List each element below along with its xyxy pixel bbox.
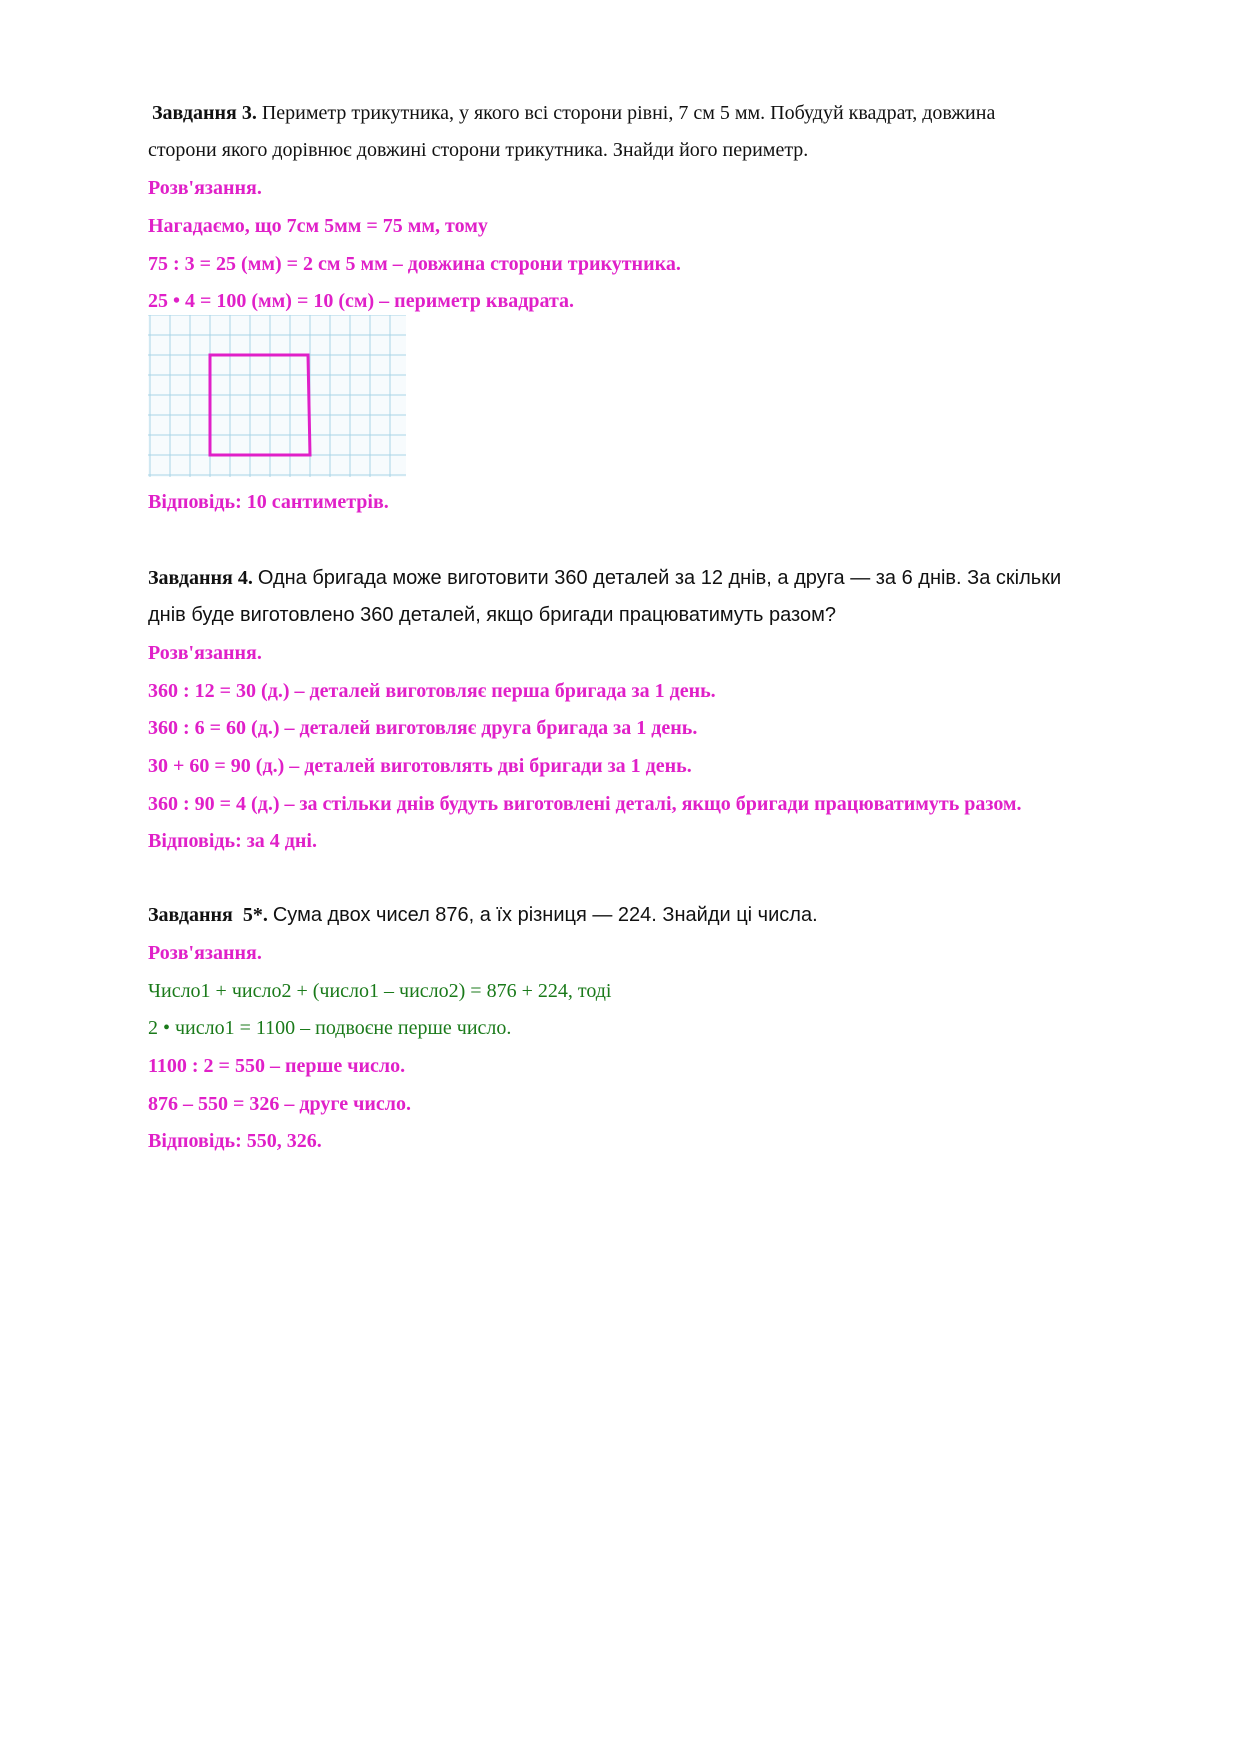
task5-title: Завдання 5*. bbox=[148, 904, 268, 926]
task4-step-4: 360 : 90 = 4 (д.) – за стільки днів будуть виготовлені деталі, якщо бригади працюватимуть разом. bbox=[148, 793, 1022, 815]
task5-answer: Відповідь: 550, 326. bbox=[148, 1130, 322, 1152]
task4-text-line1: Одна бригада може виготовити 360 деталей за 12 днів, а друга — за 6 днів. За скільки bbox=[257, 567, 1062, 589]
task4-solution-label: Розв'язання. bbox=[148, 642, 262, 664]
task5-statement-line1 bbox=[148, 902, 818, 928]
task5-step-1: Число1 + число2 + (число1 – число2) = 876 + 224, тоді bbox=[148, 980, 612, 1002]
task5-step-3: 1100 : 2 = 550 – перше число. bbox=[148, 1055, 406, 1077]
task5-step-4: 876 – 550 = 326 – друге число. bbox=[148, 1093, 411, 1115]
task5-text-line1: Сума двох чисел 876, а їх різниця — 224. Знайди ці числа. bbox=[272, 904, 818, 926]
task4-answer: Відповідь: за 4 дні. bbox=[148, 830, 317, 852]
task3-text-line1: Периметр трикутника, у якого всі сторони рівні, 7 см 5 мм. Побудуй квадрат, довжина bbox=[261, 102, 996, 124]
task5-solution-label: Розв'язання. bbox=[148, 942, 262, 964]
task4-statement-line2: днів буде виготовлено 360 деталей, якщо бригади працюватимуть разом? bbox=[148, 604, 836, 626]
task5-step-2: 2 • число1 = 1100 – подвоєне перше число. bbox=[148, 1017, 512, 1039]
task3-step-3: 25 • 4 = 100 (мм) = 10 (см) – периметр квадрата. bbox=[148, 290, 575, 312]
task4-step-3: 30 + 60 = 90 (д.) – деталей виготовлять дві бригади за 1 день. bbox=[148, 755, 692, 777]
task3-statement-line1 bbox=[152, 100, 995, 126]
task3-title: Завдання 3. bbox=[152, 102, 257, 124]
task3-solution-label: Розв'язання. bbox=[148, 177, 262, 199]
task4-step-2: 360 : 6 = 60 (д.) – деталей виготовляє друга бригада за 1 день. bbox=[148, 717, 698, 739]
task3-statement-line2: сторони якого дорівнює довжині сторони трикутника. Знайди його периметр. bbox=[148, 139, 809, 161]
task3-step-2: 75 : 3 = 25 (мм) = 2 см 5 мм – довжина сторони трикутника. bbox=[148, 253, 681, 275]
square-on-grid-figure bbox=[148, 315, 406, 477]
task3-answer: Відповідь: 10 сантиметрів. bbox=[148, 491, 389, 513]
task4-statement-line1 bbox=[148, 565, 1061, 591]
task4-title: Завдання 4. bbox=[148, 567, 253, 589]
task3-step-1: Нагадаємо, що 7см 5мм = 75 мм, тому bbox=[148, 215, 488, 237]
task4-step-1: 360 : 12 = 30 (д.) – деталей виготовляє перша бригада за 1 день. bbox=[148, 680, 716, 702]
